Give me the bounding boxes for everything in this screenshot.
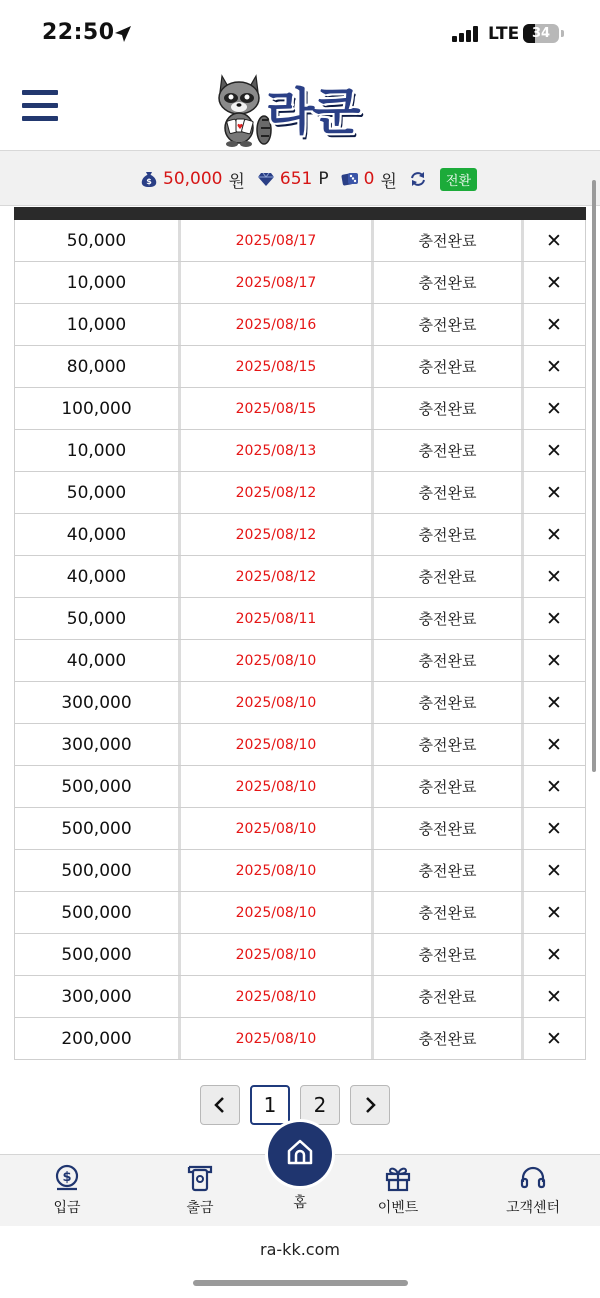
delete-button[interactable]: ✕ bbox=[546, 523, 562, 546]
svg-text:$: $ bbox=[146, 177, 152, 186]
status-cell: 충전완료 bbox=[374, 724, 524, 765]
amount-cell: 40,000 bbox=[15, 640, 181, 681]
date-cell: 2025/08/10 bbox=[181, 682, 374, 723]
amount-cell: 500,000 bbox=[15, 934, 181, 975]
next-page-button[interactable] bbox=[350, 1085, 390, 1125]
amount-cell: 50,000 bbox=[15, 472, 181, 513]
delete-button[interactable]: ✕ bbox=[546, 565, 562, 588]
battery-level: 34 bbox=[531, 26, 551, 41]
prev-page-button[interactable] bbox=[200, 1085, 240, 1125]
dice-icon bbox=[341, 170, 359, 188]
delete-button[interactable]: ✕ bbox=[546, 397, 562, 420]
status-cell: 충전완료 bbox=[374, 850, 524, 891]
amount-cell: 300,000 bbox=[15, 976, 181, 1017]
refresh-icon[interactable] bbox=[409, 170, 427, 188]
date-cell: 2025/08/13 bbox=[181, 430, 374, 471]
table-row bbox=[15, 766, 585, 808]
table-row bbox=[15, 262, 585, 304]
battery-icon bbox=[523, 24, 559, 43]
status-cell: 충전완료 bbox=[374, 598, 524, 639]
table-row bbox=[15, 934, 585, 976]
nav-event-label: 이벤트 bbox=[377, 1200, 419, 1216]
table-row bbox=[15, 472, 585, 514]
delete-button[interactable]: ✕ bbox=[546, 943, 562, 966]
status-cell: 충전완료 bbox=[374, 682, 524, 723]
nav-deposit-label: 입금 bbox=[53, 1200, 81, 1216]
menu-icon[interactable] bbox=[22, 90, 58, 122]
nav-home[interactable] bbox=[268, 1122, 332, 1211]
svg-text:$: $ bbox=[62, 1170, 72, 1185]
table-row bbox=[15, 430, 585, 472]
date-cell: 2025/08/10 bbox=[181, 1018, 374, 1059]
delete-button[interactable]: ✕ bbox=[546, 1027, 562, 1050]
delete-button[interactable]: ✕ bbox=[546, 985, 562, 1008]
home-button-circle bbox=[268, 1122, 332, 1186]
date-cell: 2025/08/10 bbox=[181, 850, 374, 891]
logo-text: 라쿤 bbox=[266, 83, 359, 141]
table-row bbox=[15, 556, 585, 598]
table-row bbox=[15, 850, 585, 892]
delete-button[interactable]: ✕ bbox=[546, 355, 562, 378]
amount-cell: 500,000 bbox=[15, 808, 181, 849]
status-cell: 충전완료 bbox=[374, 262, 524, 303]
date-cell: 2025/08/12 bbox=[181, 556, 374, 597]
delete-button[interactable]: ✕ bbox=[546, 649, 562, 672]
table-row bbox=[15, 682, 585, 724]
status-cell: 충전완료 bbox=[374, 1018, 524, 1059]
delete-button[interactable]: ✕ bbox=[546, 229, 562, 252]
balance-bar bbox=[0, 150, 600, 206]
table-row bbox=[15, 220, 585, 262]
amount-cell: 50,000 bbox=[15, 598, 181, 639]
browser-url-bar bbox=[0, 1226, 600, 1298]
status-cell: 충전완료 bbox=[374, 640, 524, 681]
amount-cell: 10,000 bbox=[15, 430, 181, 471]
amount-cell: 100,000 bbox=[15, 388, 181, 429]
status-cell: 충전완료 bbox=[374, 514, 524, 555]
casino-unit: 원 bbox=[380, 171, 397, 192]
status-time: 22:50 bbox=[42, 20, 115, 45]
money-unit: 원 bbox=[228, 171, 245, 192]
delete-button[interactable]: ✕ bbox=[546, 271, 562, 294]
nav-home-label: 홈 bbox=[293, 1195, 307, 1211]
date-cell: 2025/08/11 bbox=[181, 598, 374, 639]
status-cell: 충전완료 bbox=[374, 304, 524, 345]
withdraw-icon bbox=[185, 1163, 215, 1193]
delete-button[interactable]: ✕ bbox=[546, 775, 562, 798]
network-type: LTE bbox=[488, 24, 520, 44]
table-row bbox=[15, 640, 585, 682]
delete-button[interactable]: ✕ bbox=[546, 733, 562, 756]
money-balance: 50,000 bbox=[163, 169, 223, 189]
status-cell: 충전완료 bbox=[374, 934, 524, 975]
status-cell: 충전완료 bbox=[374, 430, 524, 471]
date-cell: 2025/08/10 bbox=[181, 934, 374, 975]
status-cell: 충전완료 bbox=[374, 346, 524, 387]
page-1-button[interactable]: 1 bbox=[250, 1085, 290, 1125]
table-row bbox=[15, 1018, 585, 1060]
delete-button[interactable]: ✕ bbox=[546, 859, 562, 882]
url-text[interactable]: ra-kk.com bbox=[260, 1240, 340, 1259]
status-cell: 충전완료 bbox=[374, 808, 524, 849]
date-cell: 2025/08/10 bbox=[181, 724, 374, 765]
deposit-history-table bbox=[14, 220, 586, 1060]
status-cell: 충전완료 bbox=[374, 388, 524, 429]
date-cell: 2025/08/10 bbox=[181, 766, 374, 807]
gift-icon bbox=[383, 1163, 413, 1193]
date-cell: 2025/08/12 bbox=[181, 472, 374, 513]
page-2-button[interactable]: 2 bbox=[300, 1085, 340, 1125]
delete-button[interactable]: ✕ bbox=[546, 439, 562, 462]
amount-cell: 300,000 bbox=[15, 682, 181, 723]
svg-text:♥: ♥ bbox=[236, 123, 244, 131]
amount-cell: 200,000 bbox=[15, 1018, 181, 1059]
table-header-bar bbox=[14, 207, 586, 220]
table-row bbox=[15, 598, 585, 640]
date-cell: 2025/08/10 bbox=[181, 640, 374, 681]
date-cell: 2025/08/17 bbox=[181, 262, 374, 303]
money-bag-icon bbox=[140, 170, 158, 188]
date-cell: 2025/08/10 bbox=[181, 808, 374, 849]
date-cell: 2025/08/10 bbox=[181, 976, 374, 1017]
date-cell: 2025/08/15 bbox=[181, 388, 374, 429]
table-row bbox=[15, 346, 585, 388]
nav-support[interactable] bbox=[483, 1163, 583, 1217]
date-cell: 2025/08/12 bbox=[181, 514, 374, 555]
amount-cell: 500,000 bbox=[15, 892, 181, 933]
casino-balance: 0 bbox=[363, 169, 375, 189]
amount-cell: 500,000 bbox=[15, 766, 181, 807]
chevron-right-icon bbox=[363, 1095, 377, 1115]
status-bar bbox=[0, 0, 600, 62]
status-cell: 충전완료 bbox=[374, 976, 524, 1017]
delete-button[interactable]: ✕ bbox=[546, 817, 562, 840]
amount-cell: 500,000 bbox=[15, 850, 181, 891]
scrollbar[interactable] bbox=[592, 180, 596, 772]
convert-button[interactable]: 전환 bbox=[440, 168, 477, 191]
nav-deposit[interactable] bbox=[17, 1163, 117, 1217]
home-indicator[interactable] bbox=[193, 1280, 408, 1286]
home-icon bbox=[285, 1137, 315, 1167]
date-cell: 2025/08/10 bbox=[181, 892, 374, 933]
nav-event[interactable] bbox=[348, 1163, 448, 1217]
table-row bbox=[15, 388, 585, 430]
app-header bbox=[0, 62, 600, 150]
table-row bbox=[15, 304, 585, 346]
coin-dollar-icon bbox=[52, 1163, 82, 1193]
point-balance: 651 bbox=[279, 169, 313, 189]
table-row bbox=[15, 724, 585, 766]
chevron-left-icon bbox=[213, 1095, 227, 1115]
battery-tip bbox=[561, 30, 564, 37]
status-cell: 충전완료 bbox=[374, 472, 524, 513]
date-cell: 2025/08/15 bbox=[181, 346, 374, 387]
status-cell: 충전완료 bbox=[374, 892, 524, 933]
amount-cell: 10,000 bbox=[15, 304, 181, 345]
status-cell: 충전완료 bbox=[374, 556, 524, 597]
table-row bbox=[15, 808, 585, 850]
logo[interactable] bbox=[212, 68, 388, 148]
nav-support-label: 고객센터 bbox=[505, 1200, 561, 1216]
amount-cell: 40,000 bbox=[15, 514, 181, 555]
balance-summary bbox=[140, 165, 477, 193]
headset-icon bbox=[518, 1163, 548, 1193]
amount-cell: 40,000 bbox=[15, 556, 181, 597]
nav-withdraw[interactable] bbox=[150, 1163, 250, 1217]
location-arrow-icon bbox=[113, 24, 133, 44]
signal-icon bbox=[452, 26, 482, 42]
nav-withdraw-label: 출금 bbox=[186, 1200, 214, 1216]
date-cell: 2025/08/16 bbox=[181, 304, 374, 345]
diamond-icon bbox=[257, 170, 275, 188]
table-row bbox=[15, 976, 585, 1018]
amount-cell: 80,000 bbox=[15, 346, 181, 387]
amount-cell: 50,000 bbox=[15, 220, 181, 261]
raccoon-mascot-icon bbox=[212, 68, 272, 148]
delete-button[interactable]: ✕ bbox=[546, 313, 562, 336]
date-cell: 2025/08/17 bbox=[181, 220, 374, 261]
point-unit: P bbox=[318, 169, 329, 189]
amount-cell: 300,000 bbox=[15, 724, 181, 765]
delete-button[interactable]: ✕ bbox=[546, 691, 562, 714]
delete-button[interactable]: ✕ bbox=[546, 481, 562, 504]
status-cell: 충전완료 bbox=[374, 220, 524, 261]
delete-button[interactable]: ✕ bbox=[546, 901, 562, 924]
amount-cell: 10,000 bbox=[15, 262, 181, 303]
pagination bbox=[200, 1085, 390, 1125]
table-row bbox=[15, 892, 585, 934]
status-cell: 충전완료 bbox=[374, 766, 524, 807]
table-row bbox=[15, 514, 585, 556]
delete-button[interactable]: ✕ bbox=[546, 607, 562, 630]
